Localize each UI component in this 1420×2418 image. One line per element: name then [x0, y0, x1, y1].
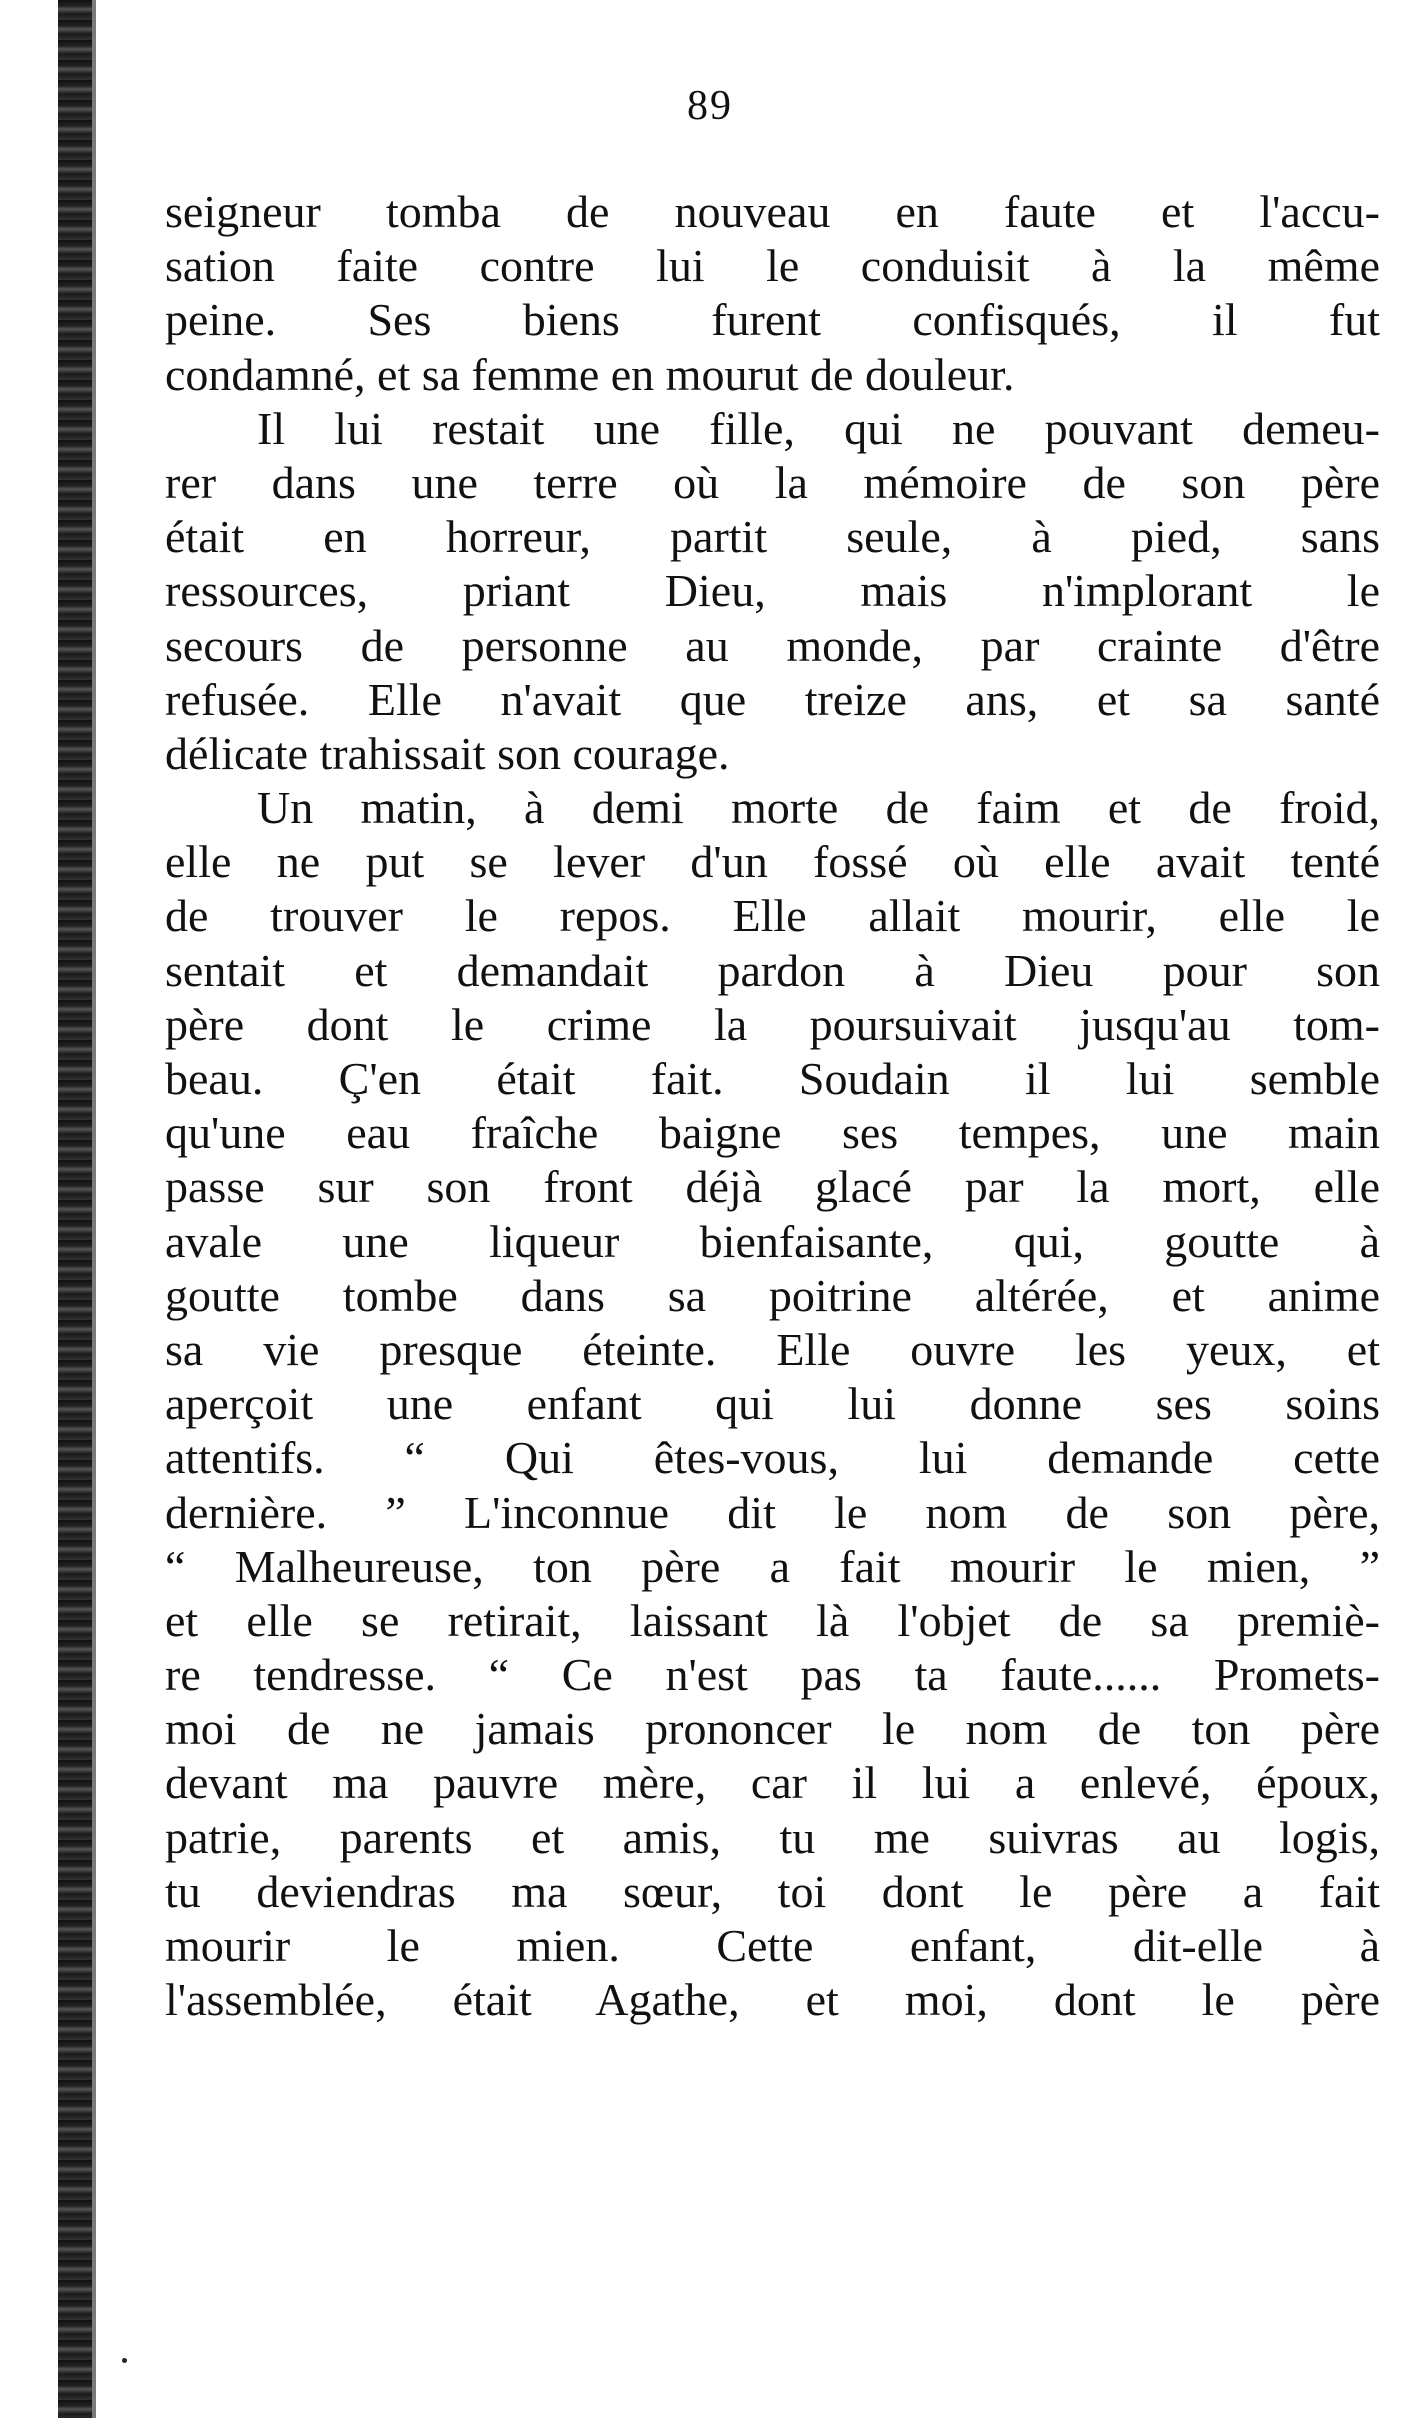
- text-line: rer dans une terre où la mémoire de son père: [165, 456, 1380, 508]
- text-line: condamné, et sa femme en mourut de douleur.: [165, 348, 1015, 400]
- text-line: goutte tombe dans sa poitrine altérée, et anime: [165, 1269, 1380, 1321]
- text-line: secours de personne au monde, par crainte d'être: [165, 619, 1380, 671]
- text-line: seigneur tomba de nouveau en faute et l'accu-: [165, 186, 1380, 237]
- text-line: “ Malheureuse, ton père a fait mourir le mien, ”: [165, 1540, 1380, 1592]
- text-line: de trouver le repos. Elle allait mourir, elle le: [165, 890, 1380, 942]
- text-line: beau. Ç'en était fait. Soudain il lui semble: [165, 1053, 1380, 1104]
- text-line: dernière. ” L'inconnue dit le nom de son père,: [165, 1486, 1380, 1538]
- text-line: attentifs. “ Qui êtes-vous, lui demande cette: [165, 1432, 1380, 1484]
- text-line: refusée. Elle n'avait que treize ans, et sa santé: [165, 673, 1380, 725]
- text-line: l'assemblée, était Agathe, et moi, dont le père: [165, 1974, 1380, 2026]
- text-line: peine. Ses biens furent confisqués, il fut: [165, 294, 1380, 346]
- text-line: ressources, priant Dieu, mais n'implorant le: [165, 565, 1380, 617]
- text-line: délicate trahissait son courage.: [165, 727, 730, 779]
- body-text: [165, 185, 1380, 2027]
- book-binding-edge: [58, 0, 92, 2418]
- text-line: qu'une eau fraîche baigne ses tempes, une main: [165, 1107, 1380, 1159]
- ink-speck: [122, 2358, 127, 2363]
- text-line: passe sur son front déjà glacé par la mort, elle: [165, 1161, 1380, 1213]
- text-line: moi de ne jamais prononcer le nom de ton père: [165, 1703, 1380, 1755]
- text-line: père dont le crime la poursuivait jusqu'au tom-: [165, 998, 1380, 1050]
- text-line: aperçoit une enfant qui lui donne ses soins: [165, 1378, 1380, 1430]
- text-line: elle ne put se lever d'un fossé où elle avait tenté: [165, 836, 1380, 888]
- text-line: tu deviendras ma sœur, toi dont le père a fait: [165, 1865, 1380, 1917]
- text-line: mourir le mien. Cette enfant, dit-elle à: [165, 1920, 1380, 1971]
- text-line: sation faite contre lui le conduisit à la même: [165, 240, 1380, 292]
- text-line: Il lui restait une fille, qui ne pouvant demeu-: [257, 402, 1380, 454]
- text-line: re tendresse. “ Ce n'est pas ta faute...... Promets-: [165, 1649, 1380, 1701]
- text-line: Un matin, à demi morte de faim et de froid,: [257, 782, 1380, 834]
- text-line: patrie, parents et amis, tu me suivras au logis,: [165, 1811, 1380, 1863]
- text-line: devant ma pauvre mère, car il lui a enlevé, époux,: [165, 1757, 1380, 1809]
- text-line: sa vie presque éteinte. Elle ouvre les yeux, et: [165, 1323, 1380, 1375]
- text-line: et elle se retirait, laissant là l'objet de sa premiè-: [165, 1594, 1380, 1646]
- page-number: 89: [687, 83, 733, 129]
- text-line: avale une liqueur bienfaisante, qui, goutte à: [165, 1215, 1380, 1267]
- text-line: était en horreur, partit seule, à pied, sans: [165, 511, 1380, 563]
- text-line: sentait et demandait pardon à Dieu pour son: [165, 944, 1380, 996]
- binding-shadow-line: [92, 0, 96, 2418]
